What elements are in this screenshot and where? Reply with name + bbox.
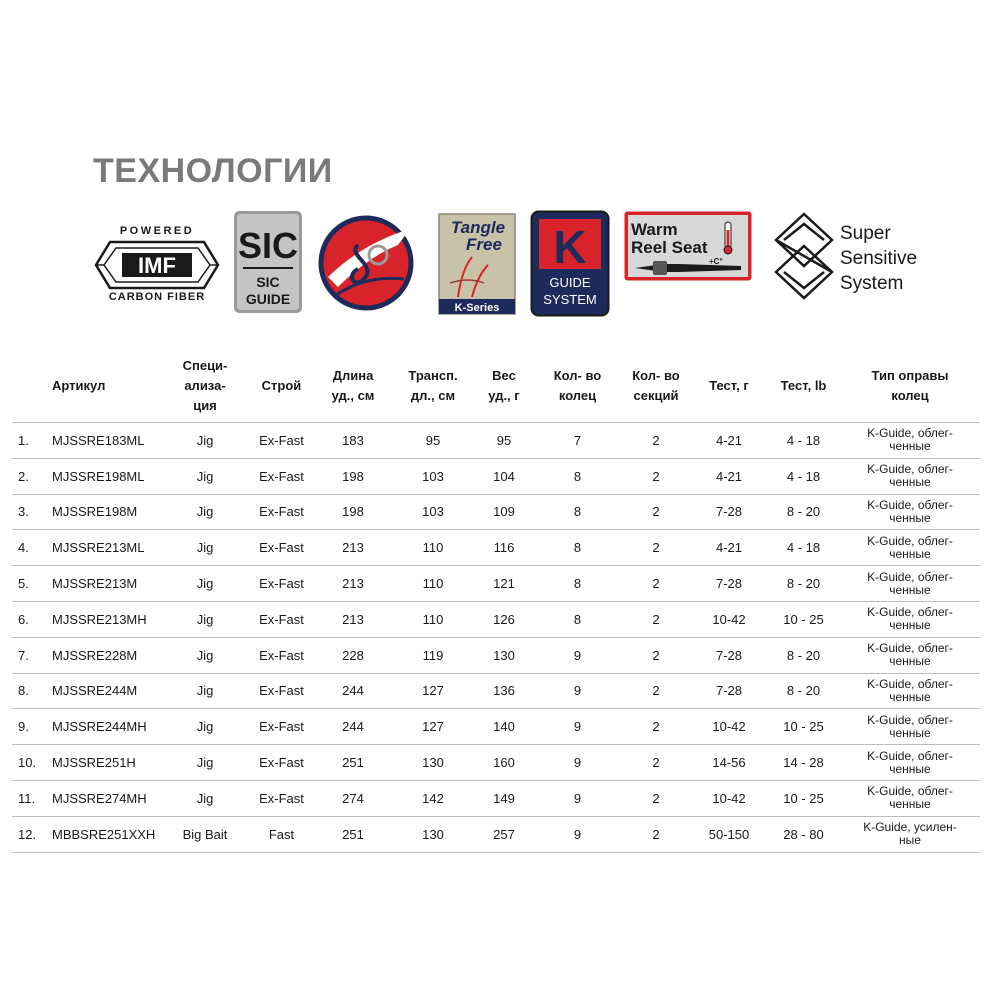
row-guide-type-line: ченные [889, 654, 931, 669]
row-test-lb: 14 - 28 [767, 745, 840, 781]
row-spec: Jig [161, 494, 249, 530]
table-row [12, 494, 980, 530]
row-guide-type-line: K-Guide, облег- [867, 462, 953, 477]
row-article: MJSSRE228M [48, 637, 161, 673]
header-guides-l1: Кол- во [553, 368, 602, 383]
sic-main-text: SIC [237, 225, 299, 266]
row-weight: 130 [474, 637, 534, 673]
row-weight: 121 [474, 566, 534, 602]
header-transport-l2: дл., см [410, 388, 456, 403]
row-number: 6. [12, 601, 48, 637]
imf-top-text: POWERED [119, 225, 195, 237]
row-sections: 2 [621, 745, 691, 781]
row-spec: Jig [161, 637, 249, 673]
row-number: 8. [12, 673, 48, 709]
header-sections-l1: Кол- во [632, 368, 680, 383]
row-length: 274 [314, 780, 392, 816]
header-guide-type [840, 350, 980, 423]
row-length: 251 [314, 745, 392, 781]
row-sections: 2 [621, 530, 691, 566]
imf-main-text: IMF [138, 253, 176, 278]
row-guides: 8 [534, 530, 621, 566]
row-length: 198 [314, 458, 392, 494]
tangle-bottom-text: K-Series [454, 302, 500, 314]
sic-line1-text: SIC [256, 274, 280, 290]
row-transport: 130 [392, 745, 474, 781]
row-guide-type-line: ченные [889, 618, 931, 633]
sic-line2-text: GUIDE [245, 291, 291, 307]
row-guide-type-line: K-Guide, облег- [867, 641, 953, 656]
row-guide-type-line: K-Guide, усилен- [863, 820, 957, 835]
row-guide-type-line: ченные [889, 439, 931, 454]
row-transport: 110 [392, 601, 474, 637]
header-weight [474, 350, 534, 423]
row-transport: 127 [392, 709, 474, 745]
row-number: 4. [12, 530, 48, 566]
table-row [12, 673, 980, 709]
row-length: 213 [314, 566, 392, 602]
row-guides: 8 [534, 458, 621, 494]
row-test-lb: 8 - 20 [767, 637, 840, 673]
row-spec: Big Bait [161, 816, 249, 852]
row-action: Ex-Fast [249, 780, 314, 816]
row-test-lb: 10 - 25 [767, 780, 840, 816]
row-test-lb: 4 - 18 [767, 530, 840, 566]
row-action: Ex-Fast [249, 637, 314, 673]
row-article: MJSSRE244M [48, 673, 161, 709]
row-length: 213 [314, 530, 392, 566]
row-spec: Jig [161, 423, 249, 459]
row-spec: Jig [161, 601, 249, 637]
row-transport: 110 [392, 530, 474, 566]
row-number: 10. [12, 745, 48, 781]
table-header-row [12, 350, 980, 423]
row-spec: Jig [161, 673, 249, 709]
row-guide-type-line: K-Guide, облег- [867, 712, 953, 727]
row-test-lb: 8 - 20 [767, 494, 840, 530]
row-guide-type [840, 423, 980, 459]
row-guide-type [840, 816, 980, 852]
row-length: 244 [314, 673, 392, 709]
row-guides: 8 [534, 494, 621, 530]
row-spec: Jig [161, 709, 249, 745]
header-guide-type-l1: Тип оправы [871, 368, 949, 383]
row-test-g: 7-28 [691, 673, 767, 709]
row-weight: 160 [474, 745, 534, 781]
row-length: 213 [314, 601, 392, 637]
row-guide-type [840, 673, 980, 709]
row-spec: Jig [161, 566, 249, 602]
tangle-free-logo [438, 213, 516, 315]
header-spec-l1: Специ- [182, 358, 228, 373]
table-row [12, 530, 980, 566]
row-sections: 2 [621, 709, 691, 745]
row-number: 1. [12, 423, 48, 459]
row-guides: 9 [534, 745, 621, 781]
row-guides: 9 [534, 673, 621, 709]
row-action: Ex-Fast [249, 530, 314, 566]
row-action: Ex-Fast [249, 566, 314, 602]
row-number: 3. [12, 494, 48, 530]
row-length: 198 [314, 494, 392, 530]
row-guides: 8 [534, 566, 621, 602]
row-test-lb: 28 - 80 [767, 816, 840, 852]
row-sections: 2 [621, 423, 691, 459]
sss-line1-text: Super [840, 223, 891, 244]
row-test-lb: 8 - 20 [767, 566, 840, 602]
row-sections: 2 [621, 637, 691, 673]
row-test-g: 7-28 [691, 566, 767, 602]
row-action: Ex-Fast [249, 423, 314, 459]
row-guide-type-line: K-Guide, облег- [867, 497, 953, 512]
row-test-g: 4-21 [691, 458, 767, 494]
row-guides: 9 [534, 637, 621, 673]
k-guide-system-logo [530, 210, 610, 317]
row-article: MBBSRE251XXH [48, 816, 161, 852]
header-length [314, 350, 392, 423]
table-row [12, 709, 980, 745]
row-guide-type-line: ченные [889, 725, 931, 740]
row-test-g: 10-42 [691, 709, 767, 745]
row-number: 2. [12, 458, 48, 494]
header-guides [534, 350, 621, 423]
header-test-g: Тест, г [709, 378, 749, 393]
header-transport [392, 350, 474, 423]
row-weight: 140 [474, 709, 534, 745]
row-guide-type [840, 530, 980, 566]
row-sections: 2 [621, 494, 691, 530]
row-guide-type-line: ченные [889, 546, 931, 561]
row-test-g: 14-56 [691, 745, 767, 781]
red-circle-guide-logo [318, 215, 414, 311]
row-length: 228 [314, 637, 392, 673]
table-row [12, 816, 980, 852]
row-guide-type [840, 458, 980, 494]
row-test-lb: 10 - 25 [767, 709, 840, 745]
row-number: 5. [12, 566, 48, 602]
header-spec [161, 350, 249, 423]
kguide-line1-text: GUIDE [549, 275, 591, 290]
row-spec: Jig [161, 745, 249, 781]
row-guide-type-line: ченные [889, 761, 931, 776]
row-action: Ex-Fast [249, 601, 314, 637]
row-guides: 8 [534, 601, 621, 637]
row-weight: 109 [474, 494, 534, 530]
row-guide-type-line: K-Guide, облег- [867, 748, 953, 763]
warm-temp-text: +C° [709, 257, 723, 266]
warm-line2-text: Reel Seat [631, 238, 708, 257]
row-test-lb: 10 - 25 [767, 601, 840, 637]
table-row [12, 780, 980, 816]
row-transport: 142 [392, 780, 474, 816]
header-transport-l1: Трансп. [408, 368, 458, 383]
row-article: MJSSRE213M [48, 566, 161, 602]
header-article: Артикул [52, 378, 106, 393]
row-guides: 9 [534, 816, 621, 852]
tangle-line2-text: Free [466, 235, 502, 254]
row-weight: 126 [474, 601, 534, 637]
row-test-g: 4-21 [691, 530, 767, 566]
row-action: Ex-Fast [249, 458, 314, 494]
row-test-g: 7-28 [691, 494, 767, 530]
row-test-g: 7-28 [691, 637, 767, 673]
row-length: 183 [314, 423, 392, 459]
row-guide-type-line: K-Guide, облег- [867, 426, 953, 441]
row-spec: Jig [161, 780, 249, 816]
row-transport: 119 [392, 637, 474, 673]
row-action: Ex-Fast [249, 709, 314, 745]
row-article: MJSSRE198ML [48, 458, 161, 494]
row-article: MJSSRE244MH [48, 709, 161, 745]
row-number: 9. [12, 709, 48, 745]
row-article: MJSSRE183ML [48, 423, 161, 459]
tangle-line1-text: Tangle [450, 218, 506, 237]
warm-line1-text: Warm [631, 220, 678, 239]
row-guide-type-line: K-Guide, облег- [867, 605, 953, 620]
row-guide-type [840, 709, 980, 745]
row-weight: 95 [474, 423, 534, 459]
sss-line3-text: System [840, 273, 904, 294]
row-length: 251 [314, 816, 392, 852]
table-row [12, 423, 980, 459]
row-test-g: 4-21 [691, 423, 767, 459]
header-weight-l2: уд., г [488, 388, 520, 403]
row-guide-type-line: ные [899, 833, 921, 848]
table-row [12, 458, 980, 494]
row-transport: 95 [392, 423, 474, 459]
row-number: 11. [12, 780, 48, 816]
row-weight: 116 [474, 530, 534, 566]
header-num [12, 350, 48, 423]
header-weight-l1: Вес [492, 368, 516, 383]
super-sensitive-system-logo [770, 210, 940, 306]
row-test-lb: 8 - 20 [767, 673, 840, 709]
row-transport: 127 [392, 673, 474, 709]
row-guide-type-line: ченные [889, 510, 931, 525]
header-sections-l2: секций [633, 388, 679, 403]
row-guide-type [840, 494, 980, 530]
table-row [12, 745, 980, 781]
row-transport: 110 [392, 566, 474, 602]
row-test-lb: 4 - 18 [767, 423, 840, 459]
row-guide-type-line: ченные [889, 582, 931, 597]
technology-logos [0, 0, 1000, 340]
header-guides-l2: колец [558, 388, 597, 403]
row-action: Ex-Fast [249, 673, 314, 709]
row-guide-type-line: ченные [889, 689, 931, 704]
row-weight: 149 [474, 780, 534, 816]
row-sections: 2 [621, 780, 691, 816]
row-weight: 136 [474, 673, 534, 709]
row-guide-type [840, 637, 980, 673]
header-guide-type-l2: колец [891, 388, 929, 403]
row-sections: 2 [621, 816, 691, 852]
table-row [12, 637, 980, 673]
imf-carbon-fiber-logo [92, 222, 222, 304]
row-test-g: 10-42 [691, 601, 767, 637]
row-transport: 130 [392, 816, 474, 852]
row-number: 7. [12, 637, 48, 673]
row-sections: 2 [621, 566, 691, 602]
row-length: 244 [314, 709, 392, 745]
header-length-l2: уд., см [331, 388, 375, 403]
header-action: Строй [261, 378, 302, 393]
header-sections [621, 350, 691, 423]
row-article: MJSSRE213MH [48, 601, 161, 637]
row-guide-type-line: K-Guide, облег- [867, 533, 953, 548]
row-guide-type-line: K-Guide, облег- [867, 569, 953, 584]
row-action: Ex-Fast [249, 745, 314, 781]
row-test-g: 50-150 [691, 816, 767, 852]
rod-spec-table [12, 350, 980, 853]
row-test-g: 10-42 [691, 780, 767, 816]
row-action: Fast [249, 816, 314, 852]
row-guide-type [840, 780, 980, 816]
kguide-main-text: K [553, 221, 587, 273]
row-article: MJSSRE198M [48, 494, 161, 530]
row-article: MJSSRE251H [48, 745, 161, 781]
row-sections: 2 [621, 458, 691, 494]
row-guide-type [840, 601, 980, 637]
row-weight: 104 [474, 458, 534, 494]
row-action: Ex-Fast [249, 494, 314, 530]
table-row [12, 566, 980, 602]
row-transport: 103 [392, 494, 474, 530]
row-guides: 7 [534, 423, 621, 459]
page-title: ТЕХНОЛОГИИ [93, 152, 333, 190]
row-article: MJSSRE274MH [48, 780, 161, 816]
row-article: MJSSRE213ML [48, 530, 161, 566]
table-row [12, 601, 980, 637]
sic-guide-logo [233, 210, 303, 314]
row-guide-type [840, 745, 980, 781]
row-guide-type-line: K-Guide, облег- [867, 676, 953, 691]
row-weight: 257 [474, 816, 534, 852]
row-guide-type-line: ченные [889, 475, 931, 490]
imf-bottom-text: CARBON FIBER [108, 291, 206, 303]
header-test-lb: Тест, lb [780, 378, 827, 393]
row-guide-type [840, 566, 980, 602]
row-sections: 2 [621, 601, 691, 637]
header-spec-l3: ция [193, 398, 217, 413]
row-number: 12. [12, 816, 48, 852]
row-test-lb: 4 - 18 [767, 458, 840, 494]
row-guide-type-line: ченные [889, 797, 931, 812]
table-body [12, 423, 980, 853]
row-spec: Jig [161, 458, 249, 494]
row-guides: 9 [534, 780, 621, 816]
header-length-l1: Длина [332, 368, 374, 383]
kguide-line2-text: SYSTEM [543, 292, 597, 307]
row-spec: Jig [161, 530, 249, 566]
header-spec-l2: ализа- [184, 378, 226, 393]
row-guide-type-line: K-Guide, облег- [867, 784, 953, 799]
sss-line2-text: Sensitive [840, 248, 918, 269]
warm-reel-seat-logo [623, 210, 753, 282]
row-guides: 9 [534, 709, 621, 745]
row-transport: 103 [392, 458, 474, 494]
row-sections: 2 [621, 673, 691, 709]
